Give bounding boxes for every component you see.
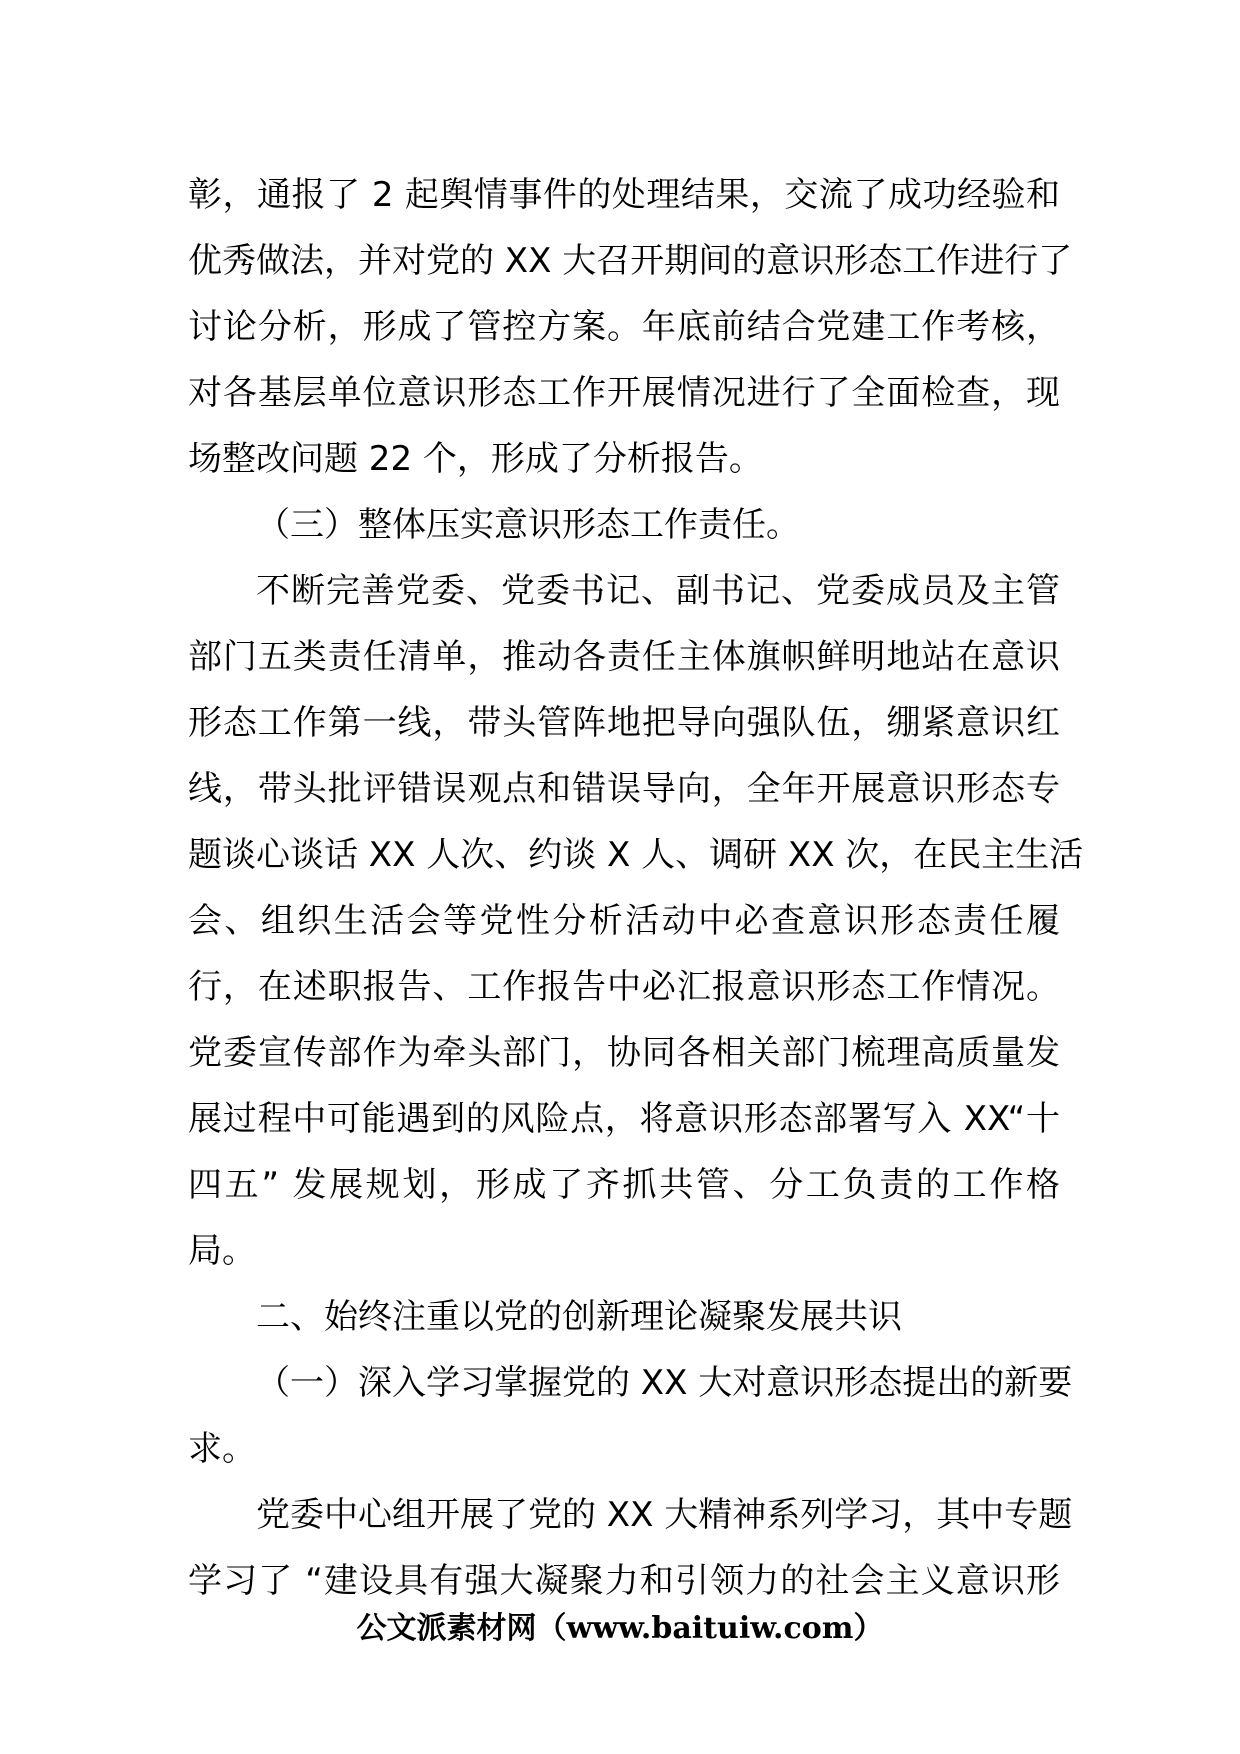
text-line: 行，在述职报告、工作报告中必汇报意识形态工作情况。 <box>188 967 1060 1007</box>
footer-watermark: 公文派素材网（www.baituiw.com） <box>356 1611 884 1646</box>
text-line: （一）深入学习掌握党的 XX 大对意识形态提出的新要 <box>256 1363 1073 1403</box>
text-line: 讨论分析，形成了管控方案。年底前结合党建工作考核， <box>188 307 1060 347</box>
text-line: 部门五类责任清单，推动各责任主体旗帜鲜明地站在意识 <box>188 637 1060 677</box>
text-line: 题谈心谈话 XX 人次、约谈 X 人、调研 XX 次，在民主生活 <box>188 835 1084 875</box>
text-line: 场整改问题 22 个，形成了分析报告。 <box>188 439 763 479</box>
text-line: 局。 <box>188 1231 256 1271</box>
text-line: 展过程中可能遇到的风险点，将意识形态部署写入 XX“十 <box>188 1099 1060 1139</box>
text-line: 彰，通报了 2 起舆情事件的处理结果，交流了成功经验和 <box>188 175 1060 215</box>
text-line: 二、始终注重以党的创新理论凝聚发展共识 <box>256 1297 902 1337</box>
document-body <box>188 162 1084 1614</box>
text-line: 优秀做法，并对党的 XX 大召开期间的意识形态工作进行了 <box>188 241 1073 281</box>
text-line: 党委宣传部作为牵头部门，协同各相关部门梳理高质量发 <box>188 1033 1060 1073</box>
text-line: 学习了 “建设具有强大凝聚力和引领力的社会主义意识形 <box>188 1561 1060 1601</box>
text-line: 不断完善党委、党委书记、副书记、党委成员及主管 <box>256 571 1060 611</box>
text-line: 会、组织生活会等党性分析活动中必查意识形态责任履 <box>188 901 1060 941</box>
text-line: 线，带头批评错误观点和错误导向，全年开展意识形态专 <box>188 769 1060 809</box>
text-line: （三）整体压实意识形态工作责任。 <box>256 505 800 545</box>
text-line: 四五” 发展规划，形成了齐抓共管、分工负责的工作格 <box>188 1165 1060 1205</box>
text-line: 求。 <box>188 1429 256 1469</box>
text-line: 党委中心组开展了党的 XX 大精神系列学习，其中专题 <box>256 1495 1073 1535</box>
text-line: 对各基层单位意识形态工作开展情况进行了全面检查，现 <box>188 373 1060 413</box>
text-line: 形态工作第一线，带头管阵地把导向强队伍，绷紧意识红 <box>188 703 1060 743</box>
